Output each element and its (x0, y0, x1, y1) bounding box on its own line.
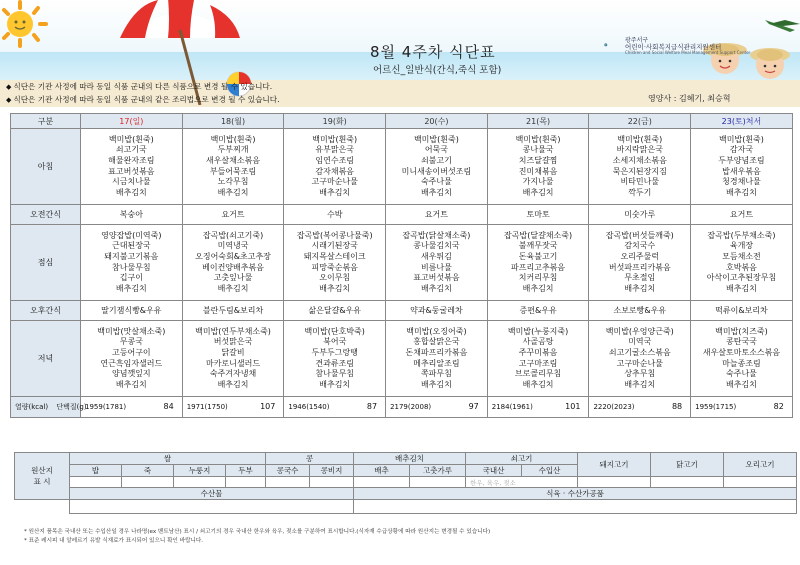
menu-item: 가지나물 (522, 177, 554, 187)
menu-item: 양념깻잎지 (112, 369, 151, 379)
menu-item: 배추김치 (624, 283, 656, 293)
protein-value: 82 (773, 402, 784, 411)
lunch-row (11, 225, 793, 301)
menu-item: 백미밥(치즈죽) (715, 326, 768, 336)
energy-cell (81, 397, 183, 418)
row-label-breakfast: 아침 (11, 129, 81, 205)
menu-item: 시래기된장국 (311, 241, 358, 251)
origin-col: 국내산 (466, 465, 522, 477)
menu-item: 소세지채소볶음 (612, 155, 667, 165)
menu-item: 배추김치 (726, 379, 757, 389)
menu-item: 닭갈비 (221, 347, 245, 357)
origin-processed: 식육 · 수산가공품 (354, 488, 797, 500)
menu-item: 백미밥(흰죽) (719, 134, 764, 144)
notice-line-1: ◆ 식단은 기관 사정에 따라 동일 식품 군내의 다른 식품으로 변경 될 수 있습니다. (6, 82, 273, 91)
menu-item: 배추김치 (115, 283, 147, 293)
menu-item: 백미밥(단호박죽) (304, 326, 365, 336)
lunch-cell (589, 225, 691, 301)
origin-label: 원산지 표 시 (15, 453, 70, 500)
row-label-protein: 단백질(g) (56, 403, 87, 411)
menu-item: 백미밥(연두부채소죽) (195, 326, 271, 336)
center-logo-icon (604, 35, 624, 55)
am_snack-cell: 미숫가루 (589, 205, 691, 225)
menu-item: 깍두기 (628, 187, 652, 197)
logo-name: 어린이·사회복지급식관리지원센터 (625, 43, 722, 51)
menu-item: 연근흑임자샐러드 (100, 358, 163, 368)
breakfast-cell (691, 129, 793, 205)
menu-item: 사골곰탕 (522, 337, 554, 347)
day-header: 23(토)처서 (691, 114, 793, 129)
menu-item: 고춧잎나물 (213, 273, 253, 283)
menu-item: 감치국수 (624, 241, 656, 251)
dinner-cell (386, 321, 488, 397)
breakfast-cell (182, 129, 284, 205)
protein-value: 97 (468, 402, 479, 411)
energy-cell (691, 397, 793, 418)
kcal-value: 1959(1781) (85, 403, 127, 411)
menu-item: 마늘종조림 (722, 358, 761, 368)
am-snack-row (11, 205, 793, 225)
pm-snack-row (11, 301, 793, 321)
pm_snack-cell: 약과&둥굴레차 (386, 301, 488, 321)
logo-english: Children and Social Welfare Meal Management Support Center (625, 50, 751, 55)
menu-item: 돼지불고기볶음 (104, 251, 159, 261)
menu-item: 고등어구이 (112, 347, 151, 357)
page-title: 8월 4주차 식단표 (370, 43, 496, 61)
menu-item: 노각무침 (217, 177, 249, 187)
menu-item: 표고버섯볶음 (108, 166, 155, 176)
menu-item: 호박볶음 (726, 262, 757, 272)
kcal-value: 2220(2023) (593, 403, 635, 411)
menu-item: 숙주나물 (726, 369, 757, 379)
breakfast-row (11, 129, 793, 205)
menu-item: 배추김치 (522, 283, 554, 293)
menu-item: 베이컨양배추볶음 (202, 262, 264, 272)
energy-cell (284, 397, 386, 418)
menu-item: 배추김치 (726, 283, 757, 293)
lunch-cell (284, 225, 386, 301)
menu-item: 배추김치 (624, 379, 656, 389)
menu-item: 파프리고추볶음 (511, 262, 566, 272)
menu-item: 백미밥(오징어죽) (406, 326, 467, 336)
menu-item: 고구마순나물 (616, 358, 663, 368)
menu-item: 쇠고기굴소스볶음 (608, 347, 671, 357)
kcal-value: 2184(1961) (491, 403, 533, 411)
menu-item: 잡곡밥(복어콩나물죽) (296, 230, 373, 240)
menu-item: 바지락맑은국 (616, 145, 663, 155)
origin-value (310, 477, 354, 488)
menu-item: 배추김치 (726, 187, 757, 197)
menu-item: 북어국 (323, 337, 347, 347)
pm_snack-cell: 소보로빵&우유 (589, 301, 691, 321)
origin-value (70, 477, 122, 488)
menu-item: 새우살토마토소스볶음 (702, 347, 781, 357)
menu-item: 미역냉국 (217, 241, 249, 251)
origin-value (122, 477, 174, 488)
origin-col: 배추 (354, 465, 410, 477)
menu-item: 백미밥(흰죽) (210, 134, 256, 144)
origin-table (14, 452, 797, 514)
am_snack-cell: 요거트 (691, 205, 793, 225)
menu-item: 버섯파프리카볶음 (608, 262, 671, 272)
origin-col: 밥 (70, 465, 122, 477)
menu-item: 오리주물럭 (620, 251, 660, 261)
energy-row (11, 397, 793, 418)
row-label-dinner: 저녁 (11, 321, 81, 397)
origin-col: 콩국수 (266, 465, 310, 477)
menu-item: 잡곡밥(두부채소죽) (707, 230, 776, 240)
protein-value: 88 (671, 402, 683, 411)
menu-item: 미역국 (628, 337, 652, 347)
breakfast-cell (386, 129, 488, 205)
origin-col: 두부 (226, 465, 266, 477)
menu-item: 돈채파프리카볶음 (405, 347, 468, 357)
origin-seafood-value (70, 500, 354, 514)
menu-item: 잡곡밥(달걀채소죽) (504, 230, 573, 240)
day-header: 21(목) (487, 114, 589, 129)
origin-col: 콩비지 (310, 465, 354, 477)
dinner-cell (589, 321, 691, 397)
breakfast-cell (81, 129, 183, 205)
origin-col: 죽 (122, 465, 174, 477)
pm_snack-cell: 딸기잼식빵&우유 (81, 301, 183, 321)
kcal-value: 1946(1540) (288, 403, 330, 411)
menu-item: 두부두그랑땡 (311, 347, 358, 357)
day-header: 19(화) (284, 114, 386, 129)
menu-item: 백미밥(흰죽) (617, 134, 663, 144)
am_snack-cell: 요거트 (182, 205, 284, 225)
menu-item: 표고버섯볶음 (413, 273, 460, 283)
menu-item: 진미채볶음 (518, 166, 558, 176)
menu-item: 메추리알조림 (413, 358, 460, 368)
day-header: 22(금) (589, 114, 691, 129)
menu-item: 잡곡밥(쇠고기죽) (202, 230, 264, 240)
menu-item: 무콩국 (119, 337, 143, 347)
pm_snack-cell: 삶은달걀&우유 (284, 301, 386, 321)
menu-item: 배추김치 (217, 283, 249, 293)
menu-item: 감자채볶음 (315, 166, 355, 176)
menu-item: 잡곡밥(닭살채소죽) (402, 230, 471, 240)
menu-item: 모듬채소전 (722, 251, 761, 261)
lunch-cell (182, 225, 284, 301)
menu-item: 돈육불고기 (518, 251, 558, 261)
menu-item: 오징어숙회&초고추장 (195, 251, 271, 261)
notice-line-2: ◆ 식단은 기관 사정에 따라 동일 식품 군내의 같은 조리법으로 변경 될 수 있습니다. (6, 95, 280, 104)
row-label-am-snack: 오전간식 (11, 205, 81, 225)
origin-beef-group: 쇠고기 (466, 453, 578, 465)
page-subtitle: 어르신_일반식(간식,죽식 포함) (373, 65, 502, 76)
menu-item: 두부양념조림 (718, 155, 765, 165)
menu-item: 새우살채소볶음 (205, 155, 261, 165)
protein-value: 84 (163, 402, 174, 411)
menu-item: 쇠불고기 (420, 155, 452, 165)
menu-item: 콩탄국국 (726, 337, 757, 347)
menu-item: 임연수조림 (315, 155, 355, 165)
menu-item: 배추김치 (420, 379, 452, 389)
logo-org: 광주서구 (625, 37, 649, 44)
origin-kimchi-group: 배추김치 (354, 453, 466, 465)
menu-item: 콩나물김치국 (413, 241, 460, 251)
energy-cell (487, 397, 589, 418)
menu-item: 해물완자조림 (108, 155, 155, 165)
origin-value (15, 500, 70, 514)
footnote-1: * 원산지 품목은 국내산 또는 수입산일 경우 나라명(ex 벤트남산) 표시 / 쇠고기의 경우 국내산 한우와 육우, 젖소를 구분하여 표시합니다.(식자재 수급상황에 따라 원산지는 변경될 수 있습니다) (24, 529, 491, 535)
origin-value (578, 477, 651, 488)
menu-item: 묵은지된장지짐 (612, 166, 667, 176)
dinner-cell (284, 321, 386, 397)
menu-item: 마카로니샐러드 (205, 358, 261, 368)
origin-value (410, 477, 466, 488)
day-header: 17(일) (81, 114, 183, 129)
menu-item: 근대된장국 (112, 241, 151, 251)
lunch-cell (487, 225, 589, 301)
menu-item: 배추김치 (522, 187, 554, 197)
am_snack-cell: 수박 (284, 205, 386, 225)
breakfast-cell (487, 129, 589, 205)
dinner-row (11, 321, 793, 397)
origin-col: 고춧가루 (410, 465, 466, 477)
menu-item: 육개장 (729, 241, 754, 251)
menu-item: 잡곡밥(버섯들깨죽) (605, 230, 674, 240)
dinner-cell (182, 321, 284, 397)
menu-item: 고구마순나물 (311, 177, 358, 187)
row-label-lunch: 점심 (11, 225, 81, 301)
menu-item: 밥새우볶음 (722, 166, 761, 176)
energy-cell (589, 397, 691, 418)
menu-item: 돼지목살스테이크 (303, 251, 366, 261)
kcal-value: 2179(2008) (390, 403, 432, 411)
am_snack-cell: 요거트 (386, 205, 488, 225)
footnote-2: * 표준 레시피 내 알레르기 유발 식재료가 표시되어 있으니 확인 바랍니다. (24, 538, 204, 544)
menu-item: 비름나물 (420, 262, 452, 272)
menu-item: 백미밥(흰죽) (515, 134, 561, 144)
energy-cell (182, 397, 284, 418)
am_snack-cell: 복숭아 (81, 205, 183, 225)
menu-item: 영양잡밥(미역죽) (101, 230, 162, 240)
origin-chicken: 닭고기 (651, 453, 724, 477)
menu-item: 홍합살맑은국 (413, 337, 460, 347)
diamond-icon: ◆ (6, 83, 12, 91)
row-label-energy: 열량(kcal) 단백질(g) (11, 397, 81, 418)
menu-item: 치즈달걀찜 (518, 155, 558, 165)
dinner-cell (81, 321, 183, 397)
origin-value (174, 477, 226, 488)
kcal-value: 1959(1715) (695, 403, 737, 411)
origin-value (651, 477, 724, 488)
menu-item: 유부맑은국 (315, 145, 355, 155)
menu-item: 배추김치 (420, 187, 452, 197)
menu-item: 브로콜리무침 (514, 369, 562, 379)
origin-duck: 오리고기 (724, 453, 797, 477)
menu-item: 배추김치 (319, 187, 351, 197)
menu-item: 청경채나물 (722, 177, 761, 187)
breakfast-cell (284, 129, 386, 205)
breakfast-cell (589, 129, 691, 205)
menu-item: 쇠고기국 (115, 145, 147, 155)
menu-item: 상추무침 (624, 369, 656, 379)
menu-item: 배추김치 (115, 187, 147, 197)
pm_snack-cell: 떡류이&보리차 (691, 301, 793, 321)
menu-item: 배추김치 (319, 379, 351, 389)
menu-item: 백미밥(흰죽) (413, 134, 459, 144)
menu-item: 부들어묵조림 (209, 166, 257, 176)
protein-value: 87 (366, 402, 378, 411)
origin-rice-group: 쌀 (70, 453, 266, 465)
menu-item: 어묵국 (424, 145, 448, 155)
menu-item: 배추김치 (217, 187, 249, 197)
menu-item: 오이무침 (319, 273, 351, 283)
menu-item: 피망죽순볶음 (311, 262, 358, 272)
menu-item: 버섯맑은국 (213, 337, 253, 347)
menu-item: 치커리무침 (518, 273, 558, 283)
pm_snack-cell: 증편&우유 (487, 301, 589, 321)
menu-item: 두부찌개 (217, 145, 249, 155)
lunch-cell (386, 225, 488, 301)
menu-item: 무초절임 (624, 273, 656, 283)
menu-item: 백미밥(누룽지죽) (507, 326, 569, 336)
origin-value (266, 477, 310, 488)
menu-item: 백미밥(흰죽) (108, 134, 154, 144)
menu-item: 배추김치 (522, 379, 554, 389)
dinner-cell (691, 321, 793, 397)
day-header: 20(수) (386, 114, 488, 129)
lunch-cell (81, 225, 183, 301)
menu-item: 쪽파무침 (420, 369, 452, 379)
menu-item: 불깨무잣국 (518, 241, 558, 251)
origin-value (354, 477, 410, 488)
menu-item: 참나물무침 (315, 369, 355, 379)
protein-value: 107 (260, 402, 276, 411)
menu-item: 숙주겨자냉채 (209, 369, 257, 379)
menu-item: 숙주나물 (420, 177, 452, 187)
menu-header-row (11, 114, 793, 129)
menu-item: 배추김치 (217, 379, 249, 389)
menu-item: 배추김치 (319, 283, 351, 293)
menu-item: 견과류조림 (315, 358, 355, 368)
menu-item: 새우튀김 (420, 251, 452, 261)
day-header: 18(월) (182, 114, 284, 129)
menu-item: 시금치나물 (112, 177, 151, 187)
am_snack-cell: 토마토 (487, 205, 589, 225)
menu-item: 고구마조림 (518, 358, 558, 368)
diamond-icon: ◆ (6, 96, 12, 104)
origin-processed-value (354, 500, 797, 514)
kcal-value: 1971(1750) (186, 403, 228, 411)
pm_snack-cell: 블란두림&보리차 (182, 301, 284, 321)
menu-item: 백미밥(맛살채소죽) (97, 326, 166, 336)
menu-item: 감자국 (729, 145, 754, 155)
origin-col: 수입산 (522, 465, 578, 477)
menu-item: 백미밥(흰죽) (312, 134, 358, 144)
menu-item: 아삭이고추된장무침 (706, 273, 777, 283)
menu-item: 참나물무침 (112, 262, 151, 272)
menu-item: 주꾸미볶음 (518, 347, 558, 357)
sun-icon (0, 0, 60, 60)
menu-item: 깁구이 (119, 273, 143, 283)
menu-item: 콩나물국 (522, 145, 554, 155)
header-banner (0, 0, 800, 107)
origin-seafood: 수산물 (70, 488, 354, 500)
menu-item: 백미밥(우엉양근죽) (605, 326, 674, 336)
dinner-cell (487, 321, 589, 397)
nutritionist-label: 영양사 : 김혜기, 최승혁 (648, 94, 731, 103)
protein-value: 101 (565, 402, 581, 411)
origin-beef-value: 한우, 육우, 젖소 (466, 477, 578, 488)
origin-pork: 돼지고기 (578, 453, 651, 477)
energy-cell (386, 397, 488, 418)
menu-item: 미니새송이버섯조림 (401, 166, 472, 176)
origin-bean-group: 콩 (266, 453, 354, 465)
origin-value (724, 477, 797, 488)
origin-col: 누룽지 (174, 465, 226, 477)
row-label-pm-snack: 오후간식 (11, 301, 81, 321)
origin-value (226, 477, 266, 488)
corner-cell: 구분 (11, 114, 81, 129)
menu-item: 비타민나물 (620, 177, 660, 187)
menu-item: 배추김치 (420, 283, 452, 293)
lunch-cell (691, 225, 793, 301)
menu-item: 배추김치 (115, 379, 147, 389)
menu-table (10, 113, 793, 418)
